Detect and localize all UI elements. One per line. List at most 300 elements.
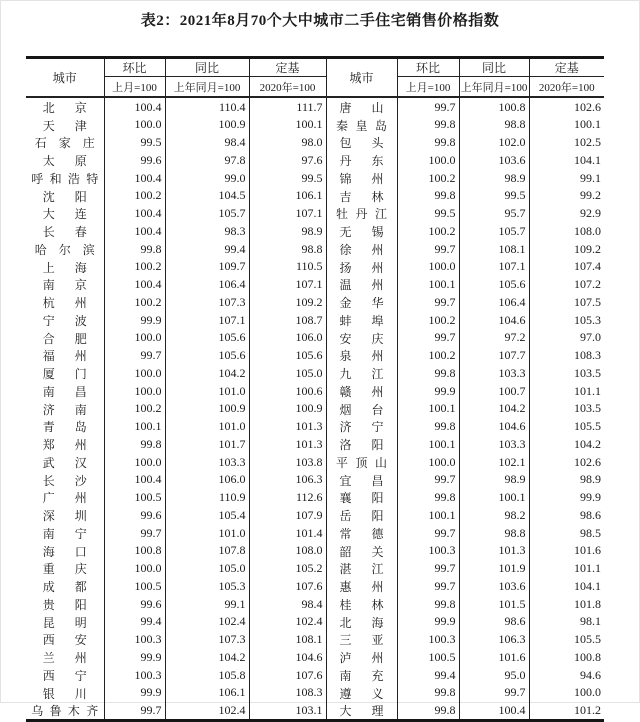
index-value-cell: 98.3: [165, 222, 249, 240]
table-row: [26, 489, 604, 507]
index-value-cell: 100.0: [397, 151, 459, 169]
city-cell: [326, 666, 397, 684]
city-cell: [26, 666, 104, 684]
table-row: [26, 276, 604, 294]
index-value-cell: 107.4: [574, 259, 601, 274]
table-row: [26, 258, 604, 276]
city-name: 天津: [42, 118, 87, 133]
index-value-cell: 100.1: [574, 117, 601, 132]
index-value-cell: 100.1: [397, 435, 459, 453]
index-value-cell: 100.9: [165, 116, 249, 134]
table-row: [26, 240, 604, 258]
index-value-cell: 106.1: [165, 684, 249, 702]
city-cell: [326, 97, 397, 116]
city-cell: [326, 222, 397, 240]
city-cell: [326, 595, 397, 613]
table-row: [26, 542, 604, 560]
city-name: 吉林: [339, 189, 384, 204]
index-value-cell: 104.6: [249, 648, 326, 666]
price-index-table: [26, 56, 604, 722]
index-value-cell: 100.3: [104, 631, 165, 649]
index-value-cell: 107.1: [165, 311, 249, 329]
index-value-cell: 101.7: [165, 435, 249, 453]
index-value-cell: 98.6: [580, 507, 601, 522]
index-value-cell: 98.1: [580, 614, 601, 629]
table-body: [26, 97, 604, 721]
city-name: 长沙: [42, 473, 87, 488]
index-value-cell: 100.3: [397, 631, 459, 649]
city-name: 蚌埠: [339, 313, 384, 328]
index-value-cell: 105.5: [574, 632, 601, 647]
city-name: 海口: [42, 544, 87, 559]
index-value-cell: 97.6: [249, 151, 326, 169]
index-value-cell: 100.1: [397, 400, 459, 418]
index-value-cell: 103.3: [459, 435, 529, 453]
city-name: 九江: [339, 367, 384, 381]
index-value-cell: 104.2: [165, 648, 249, 666]
index-value-cell: 108.0: [249, 542, 326, 560]
index-value-cell: 108.3: [249, 684, 326, 702]
index-value-cell: 107.6: [249, 666, 326, 684]
index-value-cell: 104.1: [574, 152, 601, 167]
table-row: [26, 293, 604, 311]
index-value-cell: 107.1: [249, 205, 326, 223]
index-value-cell: 99.8: [397, 684, 459, 702]
city-cell: [326, 613, 397, 631]
index-value-cell: 107.3: [165, 631, 249, 649]
index-value-cell: 98.4: [249, 595, 326, 613]
table-row: [26, 453, 604, 471]
city-name: 贵阳: [42, 597, 87, 612]
index-value-cell: 92.9: [580, 206, 601, 221]
index-value-cell: 102.5: [574, 135, 601, 150]
city-cell: [26, 631, 104, 649]
index-value-cell: 99.9: [104, 684, 165, 702]
city-name: 银川: [42, 686, 87, 701]
index-value-cell: 99.0: [165, 169, 249, 187]
index-value-cell: 99.7: [104, 702, 165, 721]
index-value-cell: 95.0: [459, 666, 529, 684]
index-value-cell: 99.8: [397, 364, 459, 382]
city-cell: [26, 258, 104, 276]
index-value-cell: 103.6: [459, 577, 529, 595]
city-name: 宁波: [42, 313, 87, 328]
index-value-cell: 100.4: [459, 702, 529, 721]
city-name: 洛阳: [339, 438, 384, 452]
city-name: 成都: [42, 580, 87, 594]
index-value-cell: 99.6: [104, 151, 165, 169]
table-row: [26, 116, 604, 134]
index-value-cell: 105.6: [459, 276, 529, 294]
city-name: 徐州: [339, 242, 384, 257]
index-value-cell: 106.1: [249, 187, 326, 205]
city-name: 太原: [42, 154, 87, 168]
index-value-cell: 112.6: [249, 489, 326, 507]
index-value-cell: 100.5: [104, 577, 165, 595]
city-name: 岳阳: [339, 509, 384, 523]
city-name: 赣州: [339, 384, 384, 399]
city-cell: [26, 187, 104, 205]
index-value-cell: 107.5: [574, 294, 601, 309]
index-value-cell: 102.6: [529, 97, 604, 116]
table-row: [26, 169, 604, 187]
index-value-cell: 99.4: [397, 666, 459, 684]
index-value-cell: 102.1: [459, 453, 529, 471]
city-cell: [326, 577, 397, 595]
table-row: [26, 151, 604, 169]
index-value-cell: 102.4: [165, 613, 249, 631]
city-cell: [326, 276, 397, 294]
city-cell: [26, 205, 104, 223]
index-value-cell: 101.0: [165, 382, 249, 400]
city-cell: [26, 577, 104, 595]
city-cell: [26, 560, 104, 578]
city-cell: [326, 293, 397, 311]
index-value-cell: 101.0: [165, 418, 249, 436]
index-value-cell: 99.7: [397, 329, 459, 347]
table-row: [26, 702, 604, 721]
index-value-cell: 99.1: [165, 595, 249, 613]
index-value-cell: 99.8: [397, 187, 459, 205]
index-value-cell: 105.6: [165, 329, 249, 347]
city-cell: [326, 489, 397, 507]
index-value-cell: 106.0: [165, 471, 249, 489]
city-cell: [326, 116, 397, 134]
index-value-cell: 107.1: [459, 258, 529, 276]
table-row: [26, 613, 604, 631]
index-value-cell: 99.8: [397, 418, 459, 436]
index-value-cell: 99.9: [104, 311, 165, 329]
table-row: [26, 400, 604, 418]
city-cell: [326, 329, 397, 347]
index-value-cell: 101.8: [574, 596, 601, 611]
index-value-cell: 100.2: [104, 187, 165, 205]
index-value-cell: 104.2: [459, 400, 529, 418]
index-value-cell: 109.2: [574, 241, 601, 256]
index-value-cell: 109.2: [249, 293, 326, 311]
city-name: 包头: [339, 136, 384, 151]
city-name: 南充: [339, 668, 384, 683]
city-name: 上海: [42, 260, 87, 275]
city-cell: [326, 684, 397, 702]
city-cell: [326, 702, 397, 721]
index-value-cell: 101.9: [459, 560, 529, 578]
index-value-cell: 99.7: [397, 293, 459, 311]
index-value-cell: 99.8: [397, 134, 459, 152]
city-cell: [26, 276, 104, 294]
index-value-cell: 99.8: [397, 489, 459, 507]
index-value-cell: 105.3: [574, 312, 601, 327]
city-cell: [326, 169, 397, 187]
header-base-right: 定基: [529, 58, 604, 77]
index-value-cell: 99.6: [104, 595, 165, 613]
city-name: 济南: [42, 402, 87, 417]
index-value-cell: 105.4: [165, 506, 249, 524]
city-cell: [326, 187, 397, 205]
index-value-cell: 100.0: [397, 453, 459, 471]
city-name: 长春: [42, 225, 87, 239]
city-cell: [326, 435, 397, 453]
index-value-cell: 98.9: [459, 169, 529, 187]
city-name: 南宁: [42, 526, 87, 541]
index-value-cell: 107.9: [249, 506, 326, 524]
index-value-cell: 99.1: [580, 170, 601, 185]
index-value-cell: 103.5: [574, 365, 601, 380]
city-cell: [326, 542, 397, 560]
index-value-cell: 105.0: [249, 364, 326, 382]
index-value-cell: 104.5: [165, 187, 249, 205]
table-row: [26, 97, 604, 116]
index-value-cell: 100.2: [104, 400, 165, 418]
index-value-cell: 104.2: [165, 364, 249, 382]
subheader-mom-left: 上月=100: [104, 77, 165, 98]
index-value-cell: 100.4: [104, 276, 165, 294]
city-cell: [26, 506, 104, 524]
page-title: 表2：2021年8月70个大中城市二手住宅销售价格指数: [140, 13, 500, 29]
index-value-cell: 105.3: [165, 577, 249, 595]
city-name: 牡丹江: [336, 207, 387, 222]
index-value-cell: 100.5: [397, 648, 459, 666]
city-name: 安庆: [339, 331, 384, 346]
city-name: 石家庄: [34, 136, 95, 151]
city-cell: [26, 311, 104, 329]
city-cell: [26, 471, 104, 489]
city-cell: [326, 524, 397, 542]
table-row: [26, 311, 604, 329]
index-value-cell: 98.4: [165, 134, 249, 152]
city-name: 昆明: [42, 615, 87, 630]
city-name: 锦州: [339, 171, 384, 186]
index-value-cell: 100.3: [397, 542, 459, 560]
index-value-cell: 100.0: [104, 560, 165, 578]
index-value-cell: 99.5: [397, 205, 459, 223]
city-cell: [26, 134, 104, 152]
city-name: 青岛: [42, 420, 87, 435]
index-value-cell: 98.5: [580, 525, 601, 540]
index-value-cell: 100.1: [397, 276, 459, 294]
index-value-cell: 100.8: [574, 649, 601, 664]
index-value-cell: 103.1: [249, 702, 326, 721]
index-value-cell: 100.2: [104, 258, 165, 276]
index-value-cell: 100.7: [459, 382, 529, 400]
header-mom-right: 环比: [397, 58, 459, 77]
city-cell: [26, 489, 104, 507]
city-cell: [326, 418, 397, 436]
index-value-cell: 98.8: [459, 524, 529, 542]
index-value-cell: 95.7: [459, 205, 529, 223]
subheader-base-right: 2020年=100: [529, 77, 604, 98]
index-value-cell: 100.1: [397, 506, 459, 524]
city-name: 惠州: [339, 580, 384, 594]
index-value-cell: 97.0: [580, 330, 601, 345]
index-value-cell: 99.2: [580, 188, 601, 203]
index-value-cell: 100.0: [104, 364, 165, 382]
index-value-cell: 100.0: [104, 382, 165, 400]
index-value-cell: 99.9: [580, 490, 601, 505]
city-name: 扬州: [339, 260, 384, 275]
subheader-yoy-right: 上年同月=100: [459, 77, 529, 98]
index-value-cell: 107.7: [459, 347, 529, 365]
table-row: [26, 134, 604, 152]
index-value-cell: 99.7: [104, 524, 165, 542]
index-value-cell: 102.4: [165, 702, 249, 721]
index-value-cell: 107.3: [165, 293, 249, 311]
city-name: 遵义: [339, 686, 384, 701]
city-cell: [326, 471, 397, 489]
city-cell: [326, 506, 397, 524]
index-value-cell: 99.7: [397, 240, 459, 258]
index-value-cell: 98.9: [249, 222, 326, 240]
index-value-cell: 101.6: [459, 648, 529, 666]
table-row: [26, 471, 604, 489]
city-name: 泸州: [339, 651, 384, 665]
city-cell: [26, 382, 104, 400]
city-name: 乌鲁木齐: [31, 704, 99, 719]
city-name: 杭州: [42, 296, 87, 310]
index-value-cell: 100.4: [104, 169, 165, 187]
city-name: 厦门: [42, 367, 87, 381]
city-cell: [326, 400, 397, 418]
index-value-cell: 100.4: [104, 205, 165, 223]
index-value-cell: 99.9: [104, 648, 165, 666]
index-value-cell: 98.9: [580, 472, 601, 487]
city-cell: [326, 648, 397, 666]
city-name: 北海: [339, 615, 384, 630]
city-name: 温州: [339, 278, 384, 293]
header-row-sub: [26, 77, 604, 98]
city-name: 郑州: [42, 438, 87, 452]
index-value-cell: 100.2: [397, 222, 459, 240]
index-value-cell: 99.6: [104, 506, 165, 524]
index-value-cell: 107.1: [249, 276, 326, 294]
index-value-cell: 99.8: [104, 240, 165, 258]
index-value-cell: 99.7: [459, 684, 529, 702]
city-name: 重庆: [42, 562, 87, 577]
city-name: 无锡: [339, 225, 384, 239]
subheader-base-left: 2020年=100: [249, 77, 326, 98]
index-value-cell: 97.2: [459, 329, 529, 347]
index-value-cell: 99.4: [165, 240, 249, 258]
city-name: 金华: [339, 296, 384, 310]
index-value-cell: 103.8: [249, 453, 326, 471]
index-value-cell: 103.3: [165, 453, 249, 471]
index-value-cell: 99.7: [397, 577, 459, 595]
city-name: 呼和浩特: [31, 171, 99, 186]
city-cell: [26, 329, 104, 347]
index-value-cell: 104.6: [459, 418, 529, 436]
index-value-cell: 97.8: [165, 151, 249, 169]
index-value-cell: 98.8: [459, 116, 529, 134]
city-cell: [26, 613, 104, 631]
index-value-cell: 101.5: [459, 595, 529, 613]
city-cell: [326, 151, 397, 169]
city-cell: [326, 453, 397, 471]
index-value-cell: 103.5: [574, 401, 601, 416]
index-value-cell: 100.4: [104, 471, 165, 489]
city-name: 福州: [42, 349, 87, 364]
index-value-cell: 100.0: [104, 329, 165, 347]
city-cell: [26, 97, 104, 116]
header-base-left: 定基: [249, 58, 326, 77]
index-value-cell: 101.2: [574, 703, 601, 718]
index-value-cell: 99.7: [397, 560, 459, 578]
city-name: 泉州: [339, 349, 384, 364]
index-value-cell: 100.2: [397, 311, 459, 329]
index-value-cell: 100.2: [104, 293, 165, 311]
table-row: [26, 666, 604, 684]
header-city-left: 城市: [26, 58, 104, 98]
city-name: 唐山: [339, 100, 384, 115]
city-cell: [26, 222, 104, 240]
city-cell: [326, 311, 397, 329]
city-cell: [26, 347, 104, 365]
index-value-cell: 102.6: [574, 454, 601, 469]
index-value-cell: 104.6: [459, 311, 529, 329]
city-name: 南昌: [42, 384, 87, 399]
index-value-cell: 99.5: [249, 169, 326, 187]
city-name: 襄阳: [339, 491, 384, 506]
index-value-cell: 104.1: [574, 578, 601, 593]
index-value-cell: 99.4: [104, 613, 165, 631]
index-value-cell: 101.1: [574, 383, 601, 398]
index-value-cell: 99.8: [397, 595, 459, 613]
city-cell: [326, 258, 397, 276]
index-value-cell: 100.0: [397, 258, 459, 276]
index-value-cell: 100.3: [104, 666, 165, 684]
index-value-cell: 101.4: [249, 524, 326, 542]
city-name: 兰州: [42, 651, 87, 665]
index-value-cell: 106.4: [459, 293, 529, 311]
city-name: 西宁: [42, 668, 87, 683]
index-value-cell: 106.0: [249, 329, 326, 347]
index-value-cell: 98.2: [459, 506, 529, 524]
city-cell: [26, 240, 104, 258]
header-row-top: [26, 58, 604, 77]
city-cell: [26, 595, 104, 613]
index-value-cell: 100.0: [574, 685, 601, 700]
table-row: [26, 347, 604, 365]
city-cell: [326, 631, 397, 649]
table-row: [26, 382, 604, 400]
table-row: [26, 364, 604, 382]
index-value-cell: 100.1: [249, 116, 326, 134]
index-value-cell: 105.6: [165, 347, 249, 365]
city-name: 广州: [42, 491, 87, 506]
index-value-cell: 101.3: [459, 542, 529, 560]
index-value-cell: 100.4: [104, 97, 165, 116]
table-row: [26, 329, 604, 347]
index-value-cell: 99.5: [459, 187, 529, 205]
header-yoy-right: 同比: [459, 58, 529, 77]
city-cell: [26, 524, 104, 542]
table-row: [26, 577, 604, 595]
subheader-yoy-left: 上年同月=100: [165, 77, 249, 98]
table-row: [26, 648, 604, 666]
city-name: 济宁: [339, 420, 384, 435]
index-value-cell: 100.2: [397, 347, 459, 365]
index-value-cell: 107.2: [574, 277, 601, 292]
index-value-cell: 98.6: [459, 613, 529, 631]
index-value-cell: 99.8: [397, 116, 459, 134]
city-name: 大理: [339, 704, 384, 719]
city-name: 桂林: [339, 597, 384, 612]
header-mom-left: 环比: [104, 58, 165, 77]
index-value-cell: 102.4: [249, 613, 326, 631]
index-value-cell: 102.0: [459, 134, 529, 152]
city-cell: [26, 116, 104, 134]
city-cell: [26, 364, 104, 382]
index-value-cell: 100.5: [104, 489, 165, 507]
